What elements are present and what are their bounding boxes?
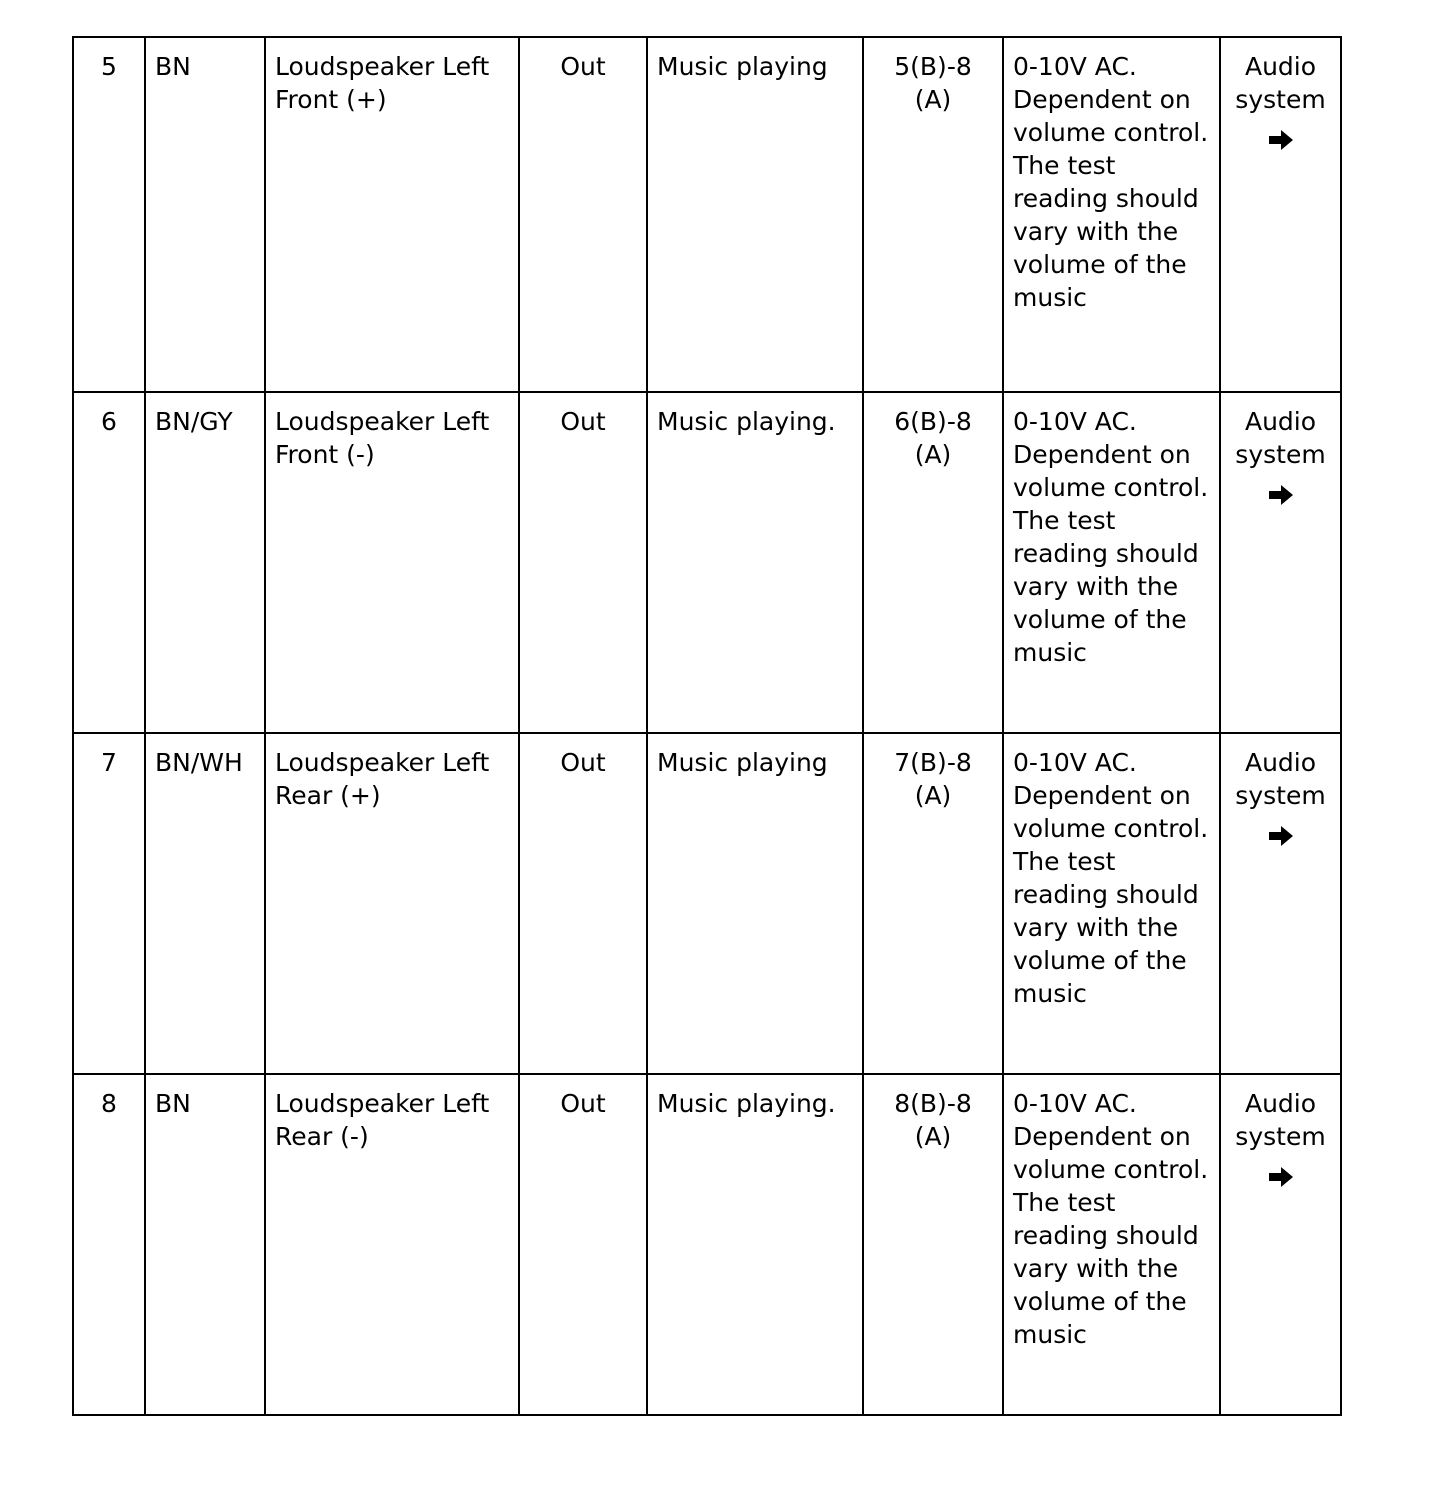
signal-direction: Out [519, 733, 647, 1074]
reference-link[interactable] [1220, 733, 1341, 1074]
pin-table [72, 36, 1342, 1416]
pin-description: Loudspeaker Left Front (-) [265, 392, 519, 733]
signal-direction: Out [519, 1074, 647, 1415]
wire-color: BN/GY [145, 392, 265, 733]
test-condition: Music playing [647, 37, 863, 392]
table-row [73, 733, 1341, 1074]
expected-value: 0-10V AC. Dependent on volume control. The test reading should vary with the volume of the music [1003, 392, 1220, 733]
reference-label: Audio system [1235, 407, 1326, 469]
measure-points: 7(B)-8 (A) [863, 733, 1003, 1074]
reference-label: Audio system [1235, 52, 1326, 114]
pin-description: Loudspeaker Left Front (+) [265, 37, 519, 392]
table-row [73, 37, 1341, 392]
expected-value: 0-10V AC. Dependent on volume control. The test reading should vary with the volume of the music [1003, 733, 1220, 1074]
test-condition: Music playing [647, 733, 863, 1074]
pin-number: 6 [73, 392, 145, 733]
measure-points: 6(B)-8 (A) [863, 392, 1003, 733]
reference-link[interactable] [1220, 1074, 1341, 1415]
reference-label: Audio system [1235, 1089, 1326, 1151]
wire-color: BN [145, 1074, 265, 1415]
pin-number: 8 [73, 1074, 145, 1415]
signal-direction: Out [519, 37, 647, 392]
reference-link[interactable] [1220, 392, 1341, 733]
measure-points: 8(B)-8 (A) [863, 1074, 1003, 1415]
test-condition: Music playing. [647, 1074, 863, 1415]
reference-link[interactable] [1220, 37, 1341, 392]
pin-number: 7 [73, 733, 145, 1074]
expected-value: 0-10V AC. Dependent on volume control. The test reading should vary with the volume of the music [1003, 1074, 1220, 1415]
expected-value: 0-10V AC. Dependent on volume control. The test reading should vary with the volume of the music [1003, 37, 1220, 392]
signal-direction: Out [519, 392, 647, 733]
measure-points: 5(B)-8 (A) [863, 37, 1003, 392]
table-row [73, 1074, 1341, 1415]
arrow-right-icon[interactable] [1268, 826, 1294, 846]
arrow-right-icon[interactable] [1268, 130, 1294, 150]
pin-description: Loudspeaker Left Rear (-) [265, 1074, 519, 1415]
wire-color: BN/WH [145, 733, 265, 1074]
pin-description: Loudspeaker Left Rear (+) [265, 733, 519, 1074]
reference-label: Audio system [1235, 748, 1326, 810]
pin-number: 5 [73, 37, 145, 392]
table-row [73, 392, 1341, 733]
arrow-right-icon[interactable] [1268, 485, 1294, 505]
arrow-right-icon[interactable] [1268, 1167, 1294, 1187]
test-condition: Music playing. [647, 392, 863, 733]
wire-color: BN [145, 37, 265, 392]
